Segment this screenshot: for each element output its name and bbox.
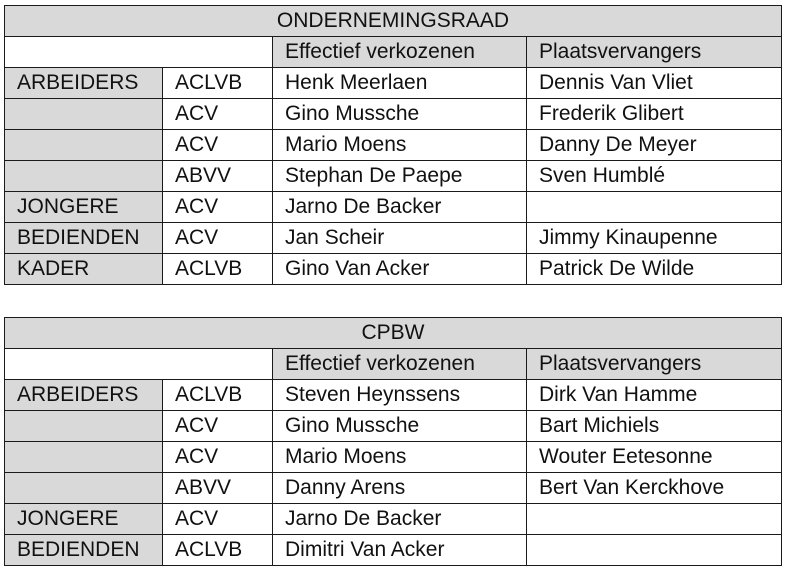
table-row bbox=[5, 473, 782, 504]
union-cell: ACV bbox=[163, 442, 273, 473]
substitute-cell: Dennis Van Vliet bbox=[527, 68, 782, 99]
effective-cell: Henk Meerlaen bbox=[273, 68, 527, 99]
category-cell bbox=[5, 130, 163, 161]
ondernemingsraad-table bbox=[4, 5, 782, 285]
header-blank-cell bbox=[5, 37, 273, 68]
table-title: ONDERNEMINGSRAAD bbox=[5, 6, 782, 37]
union-cell: ACLVB bbox=[163, 254, 273, 285]
effective-cell: Jan Scheir bbox=[273, 223, 527, 254]
column-header-row bbox=[5, 37, 782, 68]
header-substitute: Plaatsvervangers bbox=[527, 37, 782, 68]
union-cell: ACV bbox=[163, 130, 273, 161]
header-effective: Effectief verkozenen bbox=[273, 349, 527, 380]
union-cell: ACLVB bbox=[163, 535, 273, 566]
union-cell: ACV bbox=[163, 504, 273, 535]
category-cell bbox=[5, 473, 163, 504]
table-row bbox=[5, 130, 782, 161]
category-cell: BEDIENDEN bbox=[5, 223, 163, 254]
effective-cell: Mario Moens bbox=[273, 442, 527, 473]
cpbw-table bbox=[4, 317, 782, 566]
table-title-row bbox=[5, 318, 782, 349]
substitute-cell: Patrick De Wilde bbox=[527, 254, 782, 285]
category-cell: ARBEIDERS bbox=[5, 68, 163, 99]
union-cell: ABVV bbox=[163, 161, 273, 192]
substitute-cell: Sven Humblé bbox=[527, 161, 782, 192]
table-row bbox=[5, 535, 782, 566]
table-row bbox=[5, 192, 782, 223]
table-row bbox=[5, 223, 782, 254]
column-header-row bbox=[5, 349, 782, 380]
union-cell: ACV bbox=[163, 99, 273, 130]
category-cell: JONGERE bbox=[5, 504, 163, 535]
header-substitute: Plaatsvervangers bbox=[527, 349, 782, 380]
category-cell bbox=[5, 161, 163, 192]
effective-cell: Steven Heynssens bbox=[273, 380, 527, 411]
table-row bbox=[5, 161, 782, 192]
category-cell: KADER bbox=[5, 254, 163, 285]
union-cell: ACV bbox=[163, 192, 273, 223]
category-cell bbox=[5, 442, 163, 473]
union-cell: ACV bbox=[163, 223, 273, 254]
effective-cell: Jarno De Backer bbox=[273, 504, 527, 535]
effective-cell: Danny Arens bbox=[273, 473, 527, 504]
effective-cell: Gino Mussche bbox=[273, 99, 527, 130]
table-row bbox=[5, 504, 782, 535]
substitute-cell: Bart Michiels bbox=[527, 411, 782, 442]
table-title-row bbox=[5, 6, 782, 37]
effective-cell: Mario Moens bbox=[273, 130, 527, 161]
union-cell: ACLVB bbox=[163, 380, 273, 411]
effective-cell: Gino Van Acker bbox=[273, 254, 527, 285]
substitute-cell: Frederik Glibert bbox=[527, 99, 782, 130]
substitute-cell: Jimmy Kinaupenne bbox=[527, 223, 782, 254]
category-cell: JONGERE bbox=[5, 192, 163, 223]
union-cell: ABVV bbox=[163, 473, 273, 504]
substitute-cell: Danny De Meyer bbox=[527, 130, 782, 161]
header-effective: Effectief verkozenen bbox=[273, 37, 527, 68]
effective-cell: Dimitri Van Acker bbox=[273, 535, 527, 566]
table-row bbox=[5, 380, 782, 411]
union-cell: ACLVB bbox=[163, 68, 273, 99]
effective-cell: Jarno De Backer bbox=[273, 192, 527, 223]
substitute-cell bbox=[527, 504, 782, 535]
table-row bbox=[5, 411, 782, 442]
effective-cell: Gino Mussche bbox=[273, 411, 527, 442]
category-cell: BEDIENDEN bbox=[5, 535, 163, 566]
substitute-cell: Dirk Van Hamme bbox=[527, 380, 782, 411]
substitute-cell bbox=[527, 192, 782, 223]
substitute-cell bbox=[527, 535, 782, 566]
table-row bbox=[5, 442, 782, 473]
table-row bbox=[5, 254, 782, 285]
effective-cell: Stephan De Paepe bbox=[273, 161, 527, 192]
table-row bbox=[5, 68, 782, 99]
substitute-cell: Bert Van Kerckhove bbox=[527, 473, 782, 504]
table-title: CPBW bbox=[5, 318, 782, 349]
table-row bbox=[5, 99, 782, 130]
union-cell: ACV bbox=[163, 411, 273, 442]
header-blank-cell bbox=[5, 349, 273, 380]
category-cell: ARBEIDERS bbox=[5, 380, 163, 411]
category-cell bbox=[5, 411, 163, 442]
substitute-cell: Wouter Eetesonne bbox=[527, 442, 782, 473]
category-cell bbox=[5, 99, 163, 130]
